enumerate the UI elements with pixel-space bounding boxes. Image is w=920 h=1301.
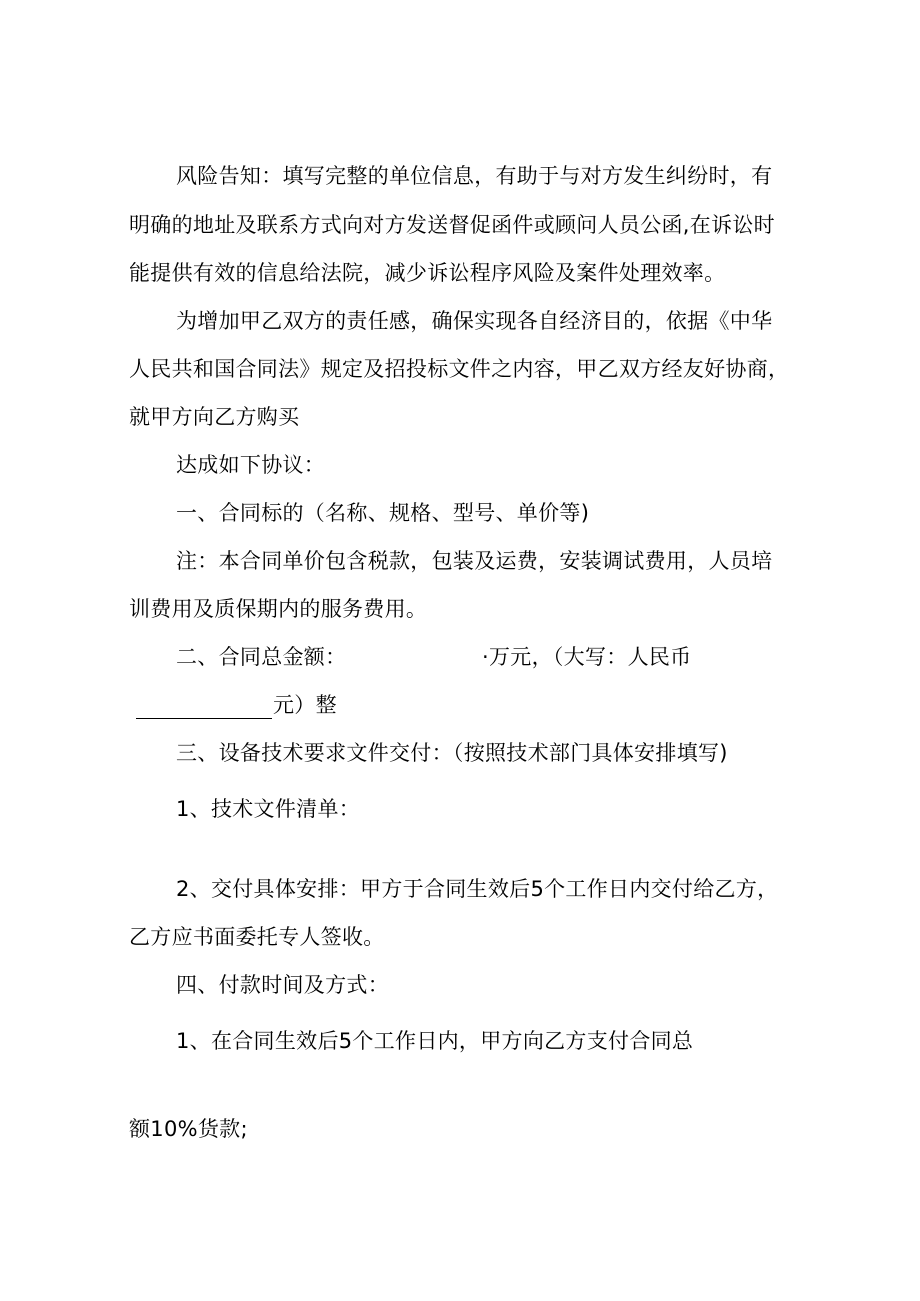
item-4-1-line-1: 1、在合同生效后5个工作日内，甲方向乙方支付合同总 xyxy=(176,1029,694,1053)
preamble-line-3: 就甲方向乙方购买 xyxy=(129,405,300,429)
note-line-1: 注：本合同单价包含税款，包装及运费，安装调试费用，人员培 xyxy=(176,549,773,573)
item-4-1-line-2: 额10%货款; xyxy=(129,1117,248,1141)
amount-uppercase-row xyxy=(136,691,337,719)
risk-notice-line-2: 明确的地址及联系方式向对方发送督促函件或顾问人员公函,在诉讼时 xyxy=(129,213,775,237)
item-3-1: 1、技术文件清单： xyxy=(176,797,361,821)
section-2-suffix: 元）整 xyxy=(273,693,337,717)
note-line-2: 训费用及质保期内的服务费用。 xyxy=(129,597,428,621)
section-1-title: 一、合同标的（名称、规格、型号、单价等) xyxy=(176,501,590,525)
amount-blank-line xyxy=(136,694,272,719)
section-3-title: 三、设备技术要求文件交付：（按照技术部门具体安排填写) xyxy=(176,741,728,765)
risk-notice-line-3: 能提供有效的信息给法院，减少诉讼程序风险及案件处理效率。 xyxy=(129,261,726,285)
section-4-title: 四、付款时间及方式： xyxy=(176,973,389,997)
item-3-2-line-1: 2、交付具体安排：甲方于合同生效后5个工作日内交付给乙方， xyxy=(176,877,779,901)
section-2-label: 二、合同总金额： xyxy=(176,645,347,669)
preamble-line-1: 为增加甲乙双方的责任感，确保实现各自经济目的，依据《中华 xyxy=(176,309,773,333)
section-2-unit: ·万元，（大写：人民币 xyxy=(482,645,692,669)
preamble-line-2: 人民共和国合同法》规定及招投标文件之内容，甲乙双方经友好协商， xyxy=(129,357,790,381)
agreement-heading: 达成如下协议： xyxy=(176,453,326,477)
item-3-2-line-2: 乙方应书面委托专人签收。 xyxy=(129,925,385,949)
risk-notice-line-1: 风险告知：填写完整的单位信息，有助于与对方发生纠纷时，有 xyxy=(176,164,773,188)
